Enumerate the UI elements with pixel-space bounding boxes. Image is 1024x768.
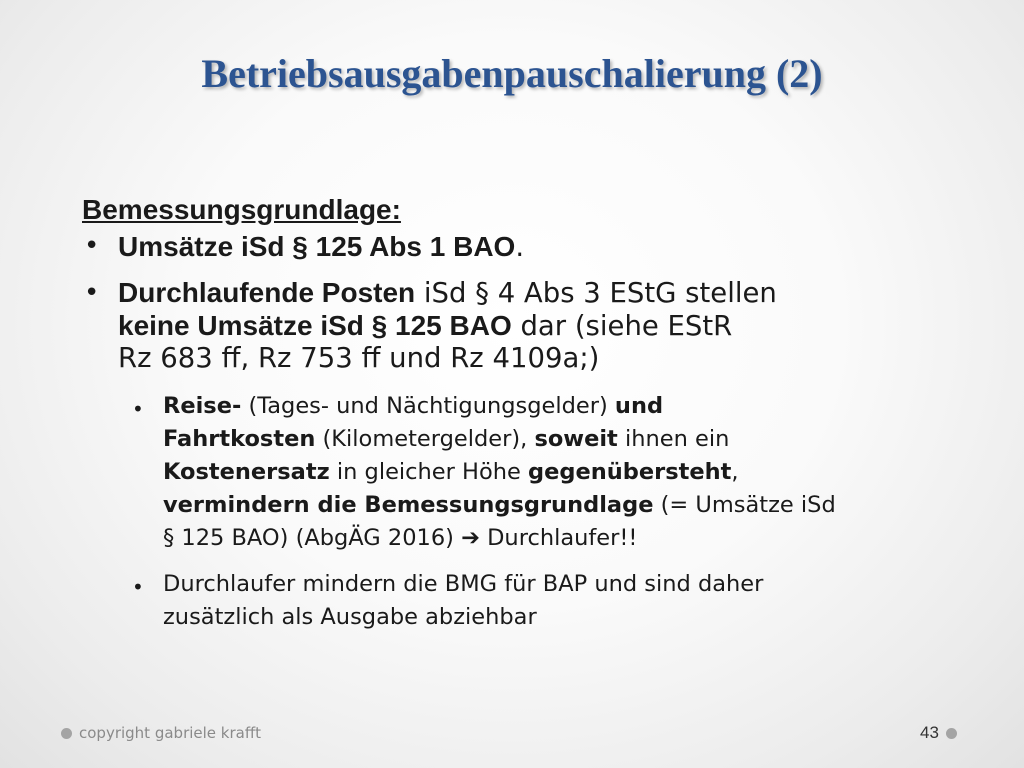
bullet-marker: • (84, 278, 100, 308)
text: iSd § 4 Abs 3 EStG stellen (415, 277, 777, 309)
text: in gleicher Höhe (329, 459, 528, 485)
bullet-item-durchlaufende-posten-line1 (118, 276, 777, 310)
page-number: 43 (920, 723, 939, 742)
text: § 125 BAO) (AbgÄG 2016) (163, 525, 462, 551)
sub-item-reisekosten-line2 (163, 424, 729, 454)
bold-text: Kostenersatz (163, 459, 330, 485)
sub-item-reisekosten-line1 (163, 391, 663, 421)
text: (= Umsätze iSd (653, 492, 836, 518)
bold-text: Reise- (163, 393, 242, 419)
text: Durchlaufer!! (479, 525, 638, 551)
footer-dot-icon (946, 728, 957, 739)
bold-text: Umsätze iSd § 125 Abs 1 BAO (118, 231, 516, 262)
bold-text: und (614, 393, 664, 419)
footer-dot-icon (61, 728, 72, 739)
sub-item-reisekosten-line4 (163, 490, 836, 520)
bullet-item-durchlaufende-posten-line3: Rz 683 ff, Rz 753 ff und Rz 4109a;) (118, 342, 600, 374)
sub-item-durchlaufer-line2: zusätzlich als Ausgabe abziehbar (163, 604, 537, 630)
section-heading: Bemessungsgrundlage: (82, 194, 401, 225)
text: (Kilometergelder), (315, 426, 535, 452)
sub-item-durchlaufer-line1: Durchlaufer mindern die BMG für BAP und sind daher (163, 571, 764, 597)
bold-text: vermindern die Bemessungsgrundlage (163, 492, 654, 518)
text: , (731, 459, 739, 485)
bold-text: Fahrtkosten (163, 426, 316, 452)
sub-item-reisekosten-line5 (163, 523, 637, 553)
bold-text: keine Umsätze iSd § 125 BAO (118, 310, 512, 341)
text: ihnen ein (617, 426, 730, 452)
sub-item-reisekosten-line3 (163, 457, 739, 487)
bullet-marker: • (84, 231, 100, 261)
slide-title: Betriebsausgabenpauschalierung (2) (201, 51, 823, 96)
text: . (515, 231, 525, 263)
text: dar (siehe EStR (511, 310, 733, 342)
text: (Tages- und Nächtigungsgelder) (241, 393, 615, 419)
arrow-icon: ➔ (461, 525, 480, 551)
bold-text: Durchlaufende Posten (118, 277, 416, 308)
sub-bullet-marker: • (132, 397, 144, 421)
copyright-text: copyright gabriele krafft (79, 724, 262, 742)
bullet-item-umsaetze (118, 230, 524, 264)
bullet-item-durchlaufende-posten-line2 (118, 309, 732, 343)
bold-text: gegenübersteht (527, 459, 732, 485)
bold-text: soweit (534, 426, 618, 452)
sub-bullet-marker: • (132, 575, 144, 599)
